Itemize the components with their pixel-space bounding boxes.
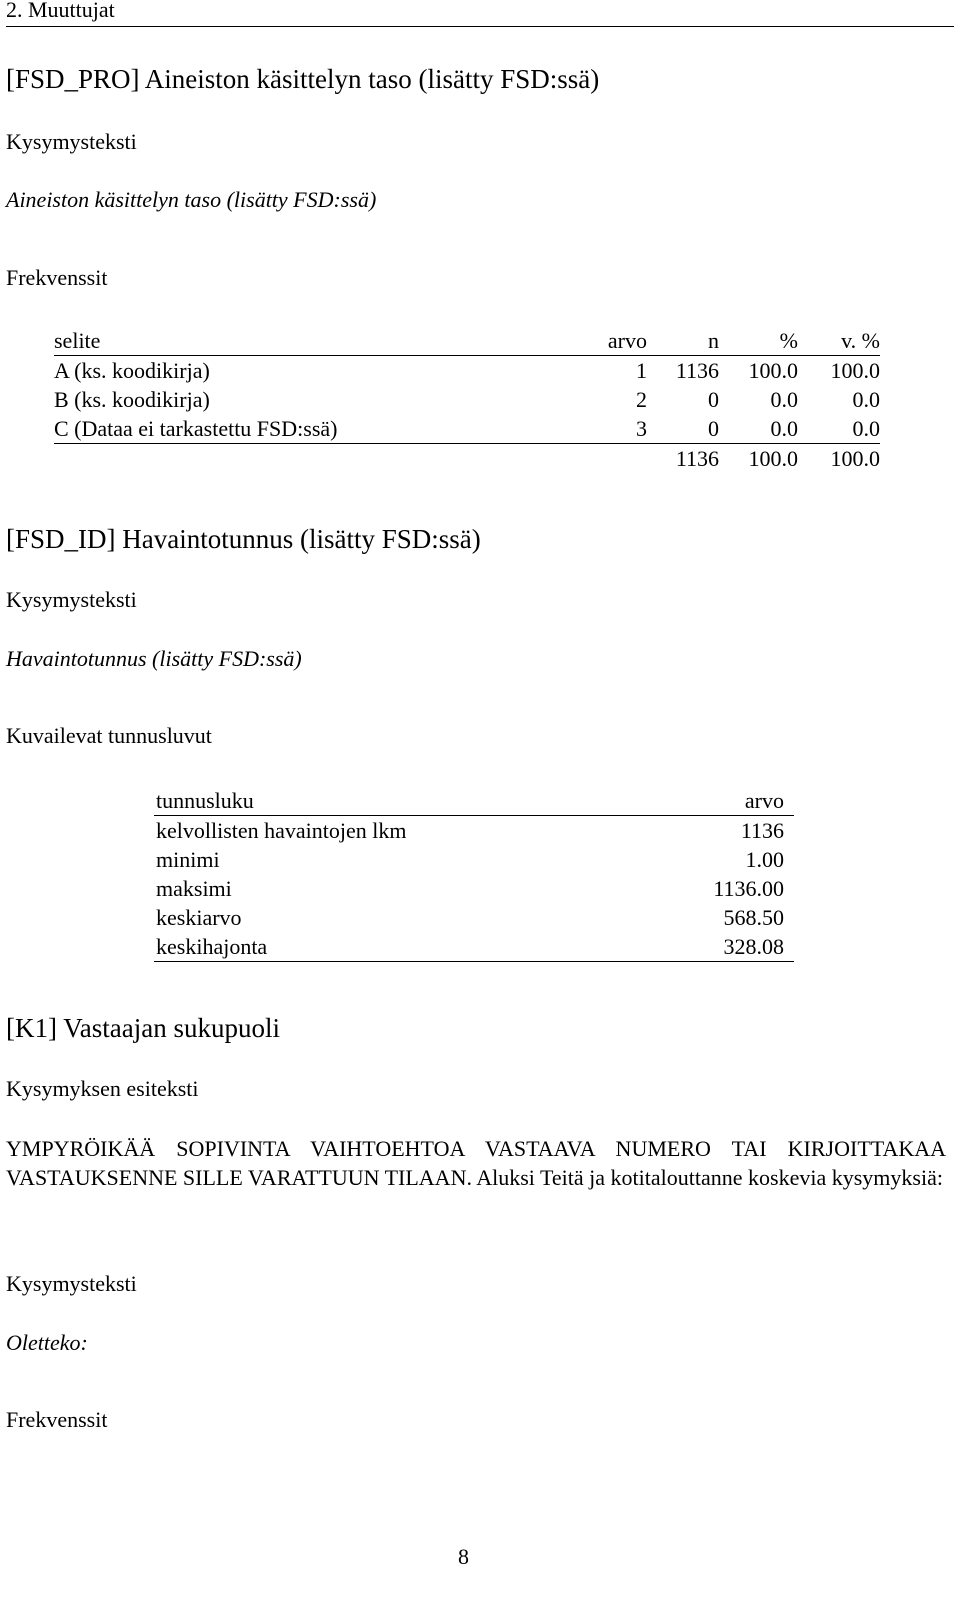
cell-n: 0 xyxy=(708,387,719,412)
cell-n: 1136 xyxy=(675,358,719,383)
cell-n: 0 xyxy=(647,414,719,444)
cell-selite: B (ks. koodikirja) xyxy=(54,387,210,412)
cell-arvo: 328.08 xyxy=(639,932,794,962)
table-header-row xyxy=(54,326,880,356)
cell-arvo: 568.50 xyxy=(723,905,784,930)
question-text: Havaintotunnus (lisätty FSD:ssä) xyxy=(6,646,302,671)
cell-arvo: 3 xyxy=(574,414,647,444)
pre-text: YMPYRÖIKÄÄ SOPIVINTA VAIHTOEHTOA VASTAAVA NUMERO TAI KIRJOITTAKAA VASTAUKSENNE SILLE VARATTUUN TILAAN. Aluksi Teitä ja kotitalouttanne koskevia kysymyksiä: xyxy=(6,1136,946,1190)
cell-arvo: 1.00 xyxy=(745,847,784,872)
cell-tunnusluku: keskiarvo xyxy=(156,905,242,930)
total-selite xyxy=(54,444,574,474)
frequencies-heading: Frekvenssit xyxy=(6,1407,108,1432)
table-row xyxy=(54,414,880,444)
question-heading: Kysymysteksti xyxy=(6,129,137,154)
question-text: Aineiston käsittelyn taso (lisätty FSD:ssä) xyxy=(6,187,377,212)
cell-arvo: 1136.00 xyxy=(713,876,784,901)
frequency-table xyxy=(54,326,880,473)
total-n: 1136 xyxy=(675,446,719,471)
col-header-tunnusluku: tunnusluku xyxy=(154,786,639,816)
total-percent: 100.0 xyxy=(748,446,798,471)
running-header: 2. Muuttujat xyxy=(6,0,115,22)
col-header-valid-percent: v. % xyxy=(798,326,880,356)
cell-valid-percent: 0.0 xyxy=(798,414,880,444)
cell-percent: 100.0 xyxy=(748,358,798,383)
table-row xyxy=(154,874,794,903)
table-row xyxy=(154,903,794,932)
cell-tunnusluku: minimi xyxy=(156,847,220,872)
cell-selite: A (ks. koodikirja) xyxy=(54,358,210,383)
col-header-arvo: arvo xyxy=(639,786,794,816)
page-number: 8 xyxy=(458,1544,469,1569)
statistics-table xyxy=(154,786,794,962)
section-title: [FSD_PRO] Aineiston käsittelyn taso (lisätty FSD:ssä) xyxy=(6,64,600,94)
question-heading: Kysymysteksti xyxy=(6,1271,137,1296)
table-row xyxy=(154,816,794,846)
question-heading: Kysymysteksti xyxy=(6,587,137,612)
statistics-heading: Kuvailevat tunnusluvut xyxy=(6,723,212,748)
pre-text-heading: Kysymyksen esiteksti xyxy=(6,1076,199,1101)
cell-valid-percent: 0.0 xyxy=(852,387,880,412)
cell-tunnusluku: kelvollisten havaintojen lkm xyxy=(156,818,407,843)
cell-arvo: 2 xyxy=(636,387,647,412)
col-header-percent: % xyxy=(719,326,798,356)
col-header-n: n xyxy=(647,326,719,356)
table-row xyxy=(154,845,794,874)
total-arvo xyxy=(574,444,647,474)
cell-percent: 0.0 xyxy=(719,414,798,444)
table-row xyxy=(54,356,880,386)
cell-arvo: 1136 xyxy=(740,818,784,843)
table-total-row xyxy=(54,444,880,474)
table-header-row xyxy=(154,786,794,816)
cell-percent: 0.0 xyxy=(770,387,798,412)
table-row xyxy=(54,385,880,414)
question-text: Oletteko: xyxy=(6,1330,88,1355)
cell-selite: C (Dataa ei tarkastettu FSD:ssä) xyxy=(54,414,574,444)
table-row xyxy=(154,932,794,962)
col-header-arvo: arvo xyxy=(574,326,647,356)
col-header-selite: selite xyxy=(54,326,574,356)
frequencies-heading: Frekvenssit xyxy=(6,265,108,290)
header-rule xyxy=(6,26,954,27)
section-title: [K1] Vastaajan sukupuoli xyxy=(6,1013,280,1043)
cell-tunnusluku: keskihajonta xyxy=(154,932,639,962)
cell-tunnusluku: maksimi xyxy=(156,876,232,901)
total-valid-percent: 100.0 xyxy=(830,446,880,471)
section-title: [FSD_ID] Havaintotunnus (lisätty FSD:ssä) xyxy=(6,524,481,554)
cell-arvo: 1 xyxy=(636,358,647,383)
cell-valid-percent: 100.0 xyxy=(830,358,880,383)
